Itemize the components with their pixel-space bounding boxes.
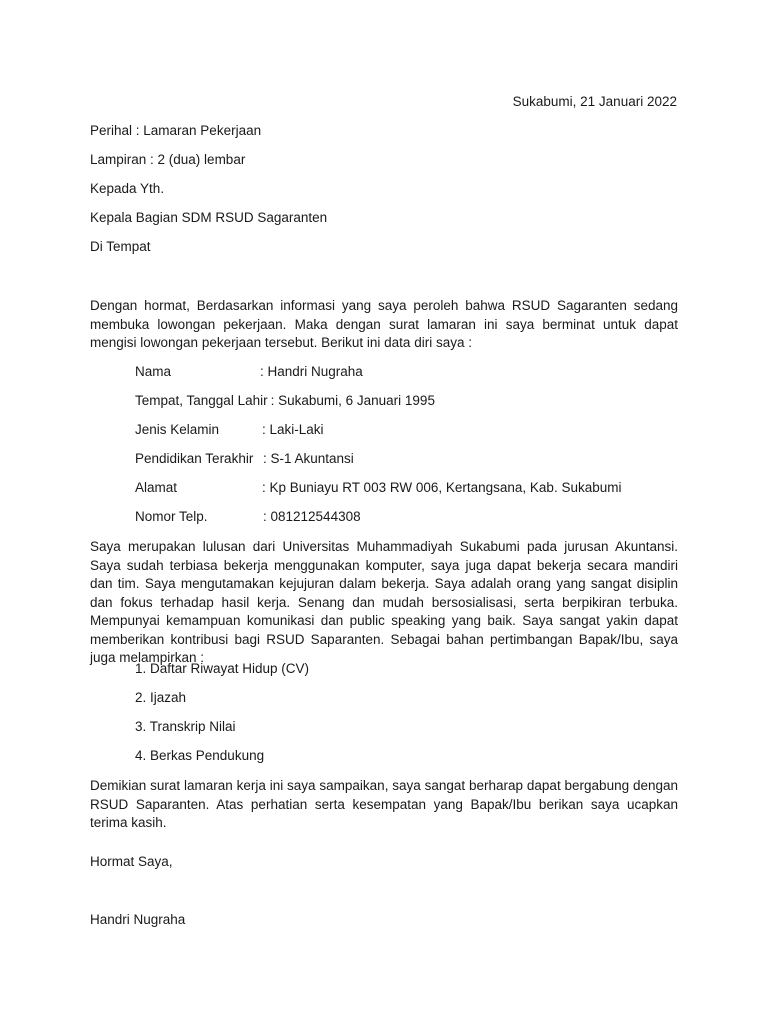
attachment-item: 3. Transkrip Nilai: [135, 719, 236, 734]
personal-data-row: [135, 364, 363, 380]
signature-name: Handri Nugraha: [90, 912, 186, 927]
intro-paragraph: Dengan hormat, Berdasarkan informasi yang saya peroleh bahwa RSUD Sagaranten sedang membuka lowongan pekerjaan. Maka dengan surat lamaran ini saya berminat untuk dapat mengisi lowongan pekerjaan tersebut. Berikut ini data diri saya :: [90, 298, 678, 350]
letter-date: Sukabumi, 21 Januari 2022: [512, 94, 677, 109]
personal-data-row: [135, 480, 621, 496]
field-value: : Sukabumi, 6 Januari 1995: [270, 393, 435, 408]
body-paragraph: Saya merupakan lulusan dari Universitas Muhammadiyah Sukabumi pada jurusan Akuntansi. Saya sudah terbiasa bekerja menggunakan komputer, saya juga dapat bekerja secara mandiri dan tim. Saya mengutamakan kejujuran dalam bekerja. Saya adalah orang yang sangat disiplin dan fokus terhadap hasil kerja. Senang dan mudah bersosialisasi, serta berpikiran terbuka. Mempunyai kemampuan komunikasi dan public speaking yang baik. Saya sangat yakin dapat memberikan kontribusi bagi RSUD Saparanten. Sebagai bahan pertimbangan Bapak/Ibu, saya juga melampirkan :: [90, 539, 678, 665]
location-line: Di Tempat: [90, 239, 151, 254]
salutation: Hormat Saya,: [90, 854, 173, 869]
subject-line: Perihal : Lamaran Pekerjaan: [90, 123, 262, 138]
personal-data-row: [135, 393, 435, 409]
attachment-item: 1. Daftar Riwayat Hidup (CV): [135, 661, 310, 676]
field-label: Tempat, Tanggal Lahir: [135, 393, 268, 408]
field-label: Alamat: [135, 480, 178, 495]
addressee-greeting: Kepada Yth.: [90, 181, 165, 196]
personal-data-row: [135, 451, 354, 467]
field-label: Pendidikan Terakhir: [135, 451, 254, 466]
personal-data-row: [135, 422, 324, 438]
field-label: Nama: [135, 364, 172, 379]
field-value: : S-1 Akuntansi: [263, 451, 354, 466]
attachment-item: 2. Ijazah: [135, 690, 187, 705]
field-label: Jenis Kelamin: [135, 422, 220, 437]
personal-data-row: [135, 509, 361, 525]
closing-paragraph: Demikian surat lamaran kerja ini saya sampaikan, saya sangat berharap dapat bergabung dengan RSUD Saparanten. Atas perhatian serta kesempatan yang Bapak/Ibu berikan saya ucapkan terima kasih.: [90, 778, 678, 830]
field-value: : Laki-Laki: [262, 422, 324, 437]
field-value: : Kp Buniayu RT 003 RW 006, Kertangsana, Kab. Sukabumi: [262, 480, 622, 495]
field-value: : Handri Nugraha: [260, 364, 363, 379]
recipient-line: Kepala Bagian SDM RSUD Sagaranten: [90, 210, 328, 225]
field-label: Nomor Telp.: [135, 509, 208, 524]
attachment-count-line: Lampiran : 2 (dua) lembar: [90, 152, 246, 167]
field-value: : 081212544308: [263, 509, 361, 524]
attachment-item: 4. Berkas Pendukung: [135, 748, 265, 763]
